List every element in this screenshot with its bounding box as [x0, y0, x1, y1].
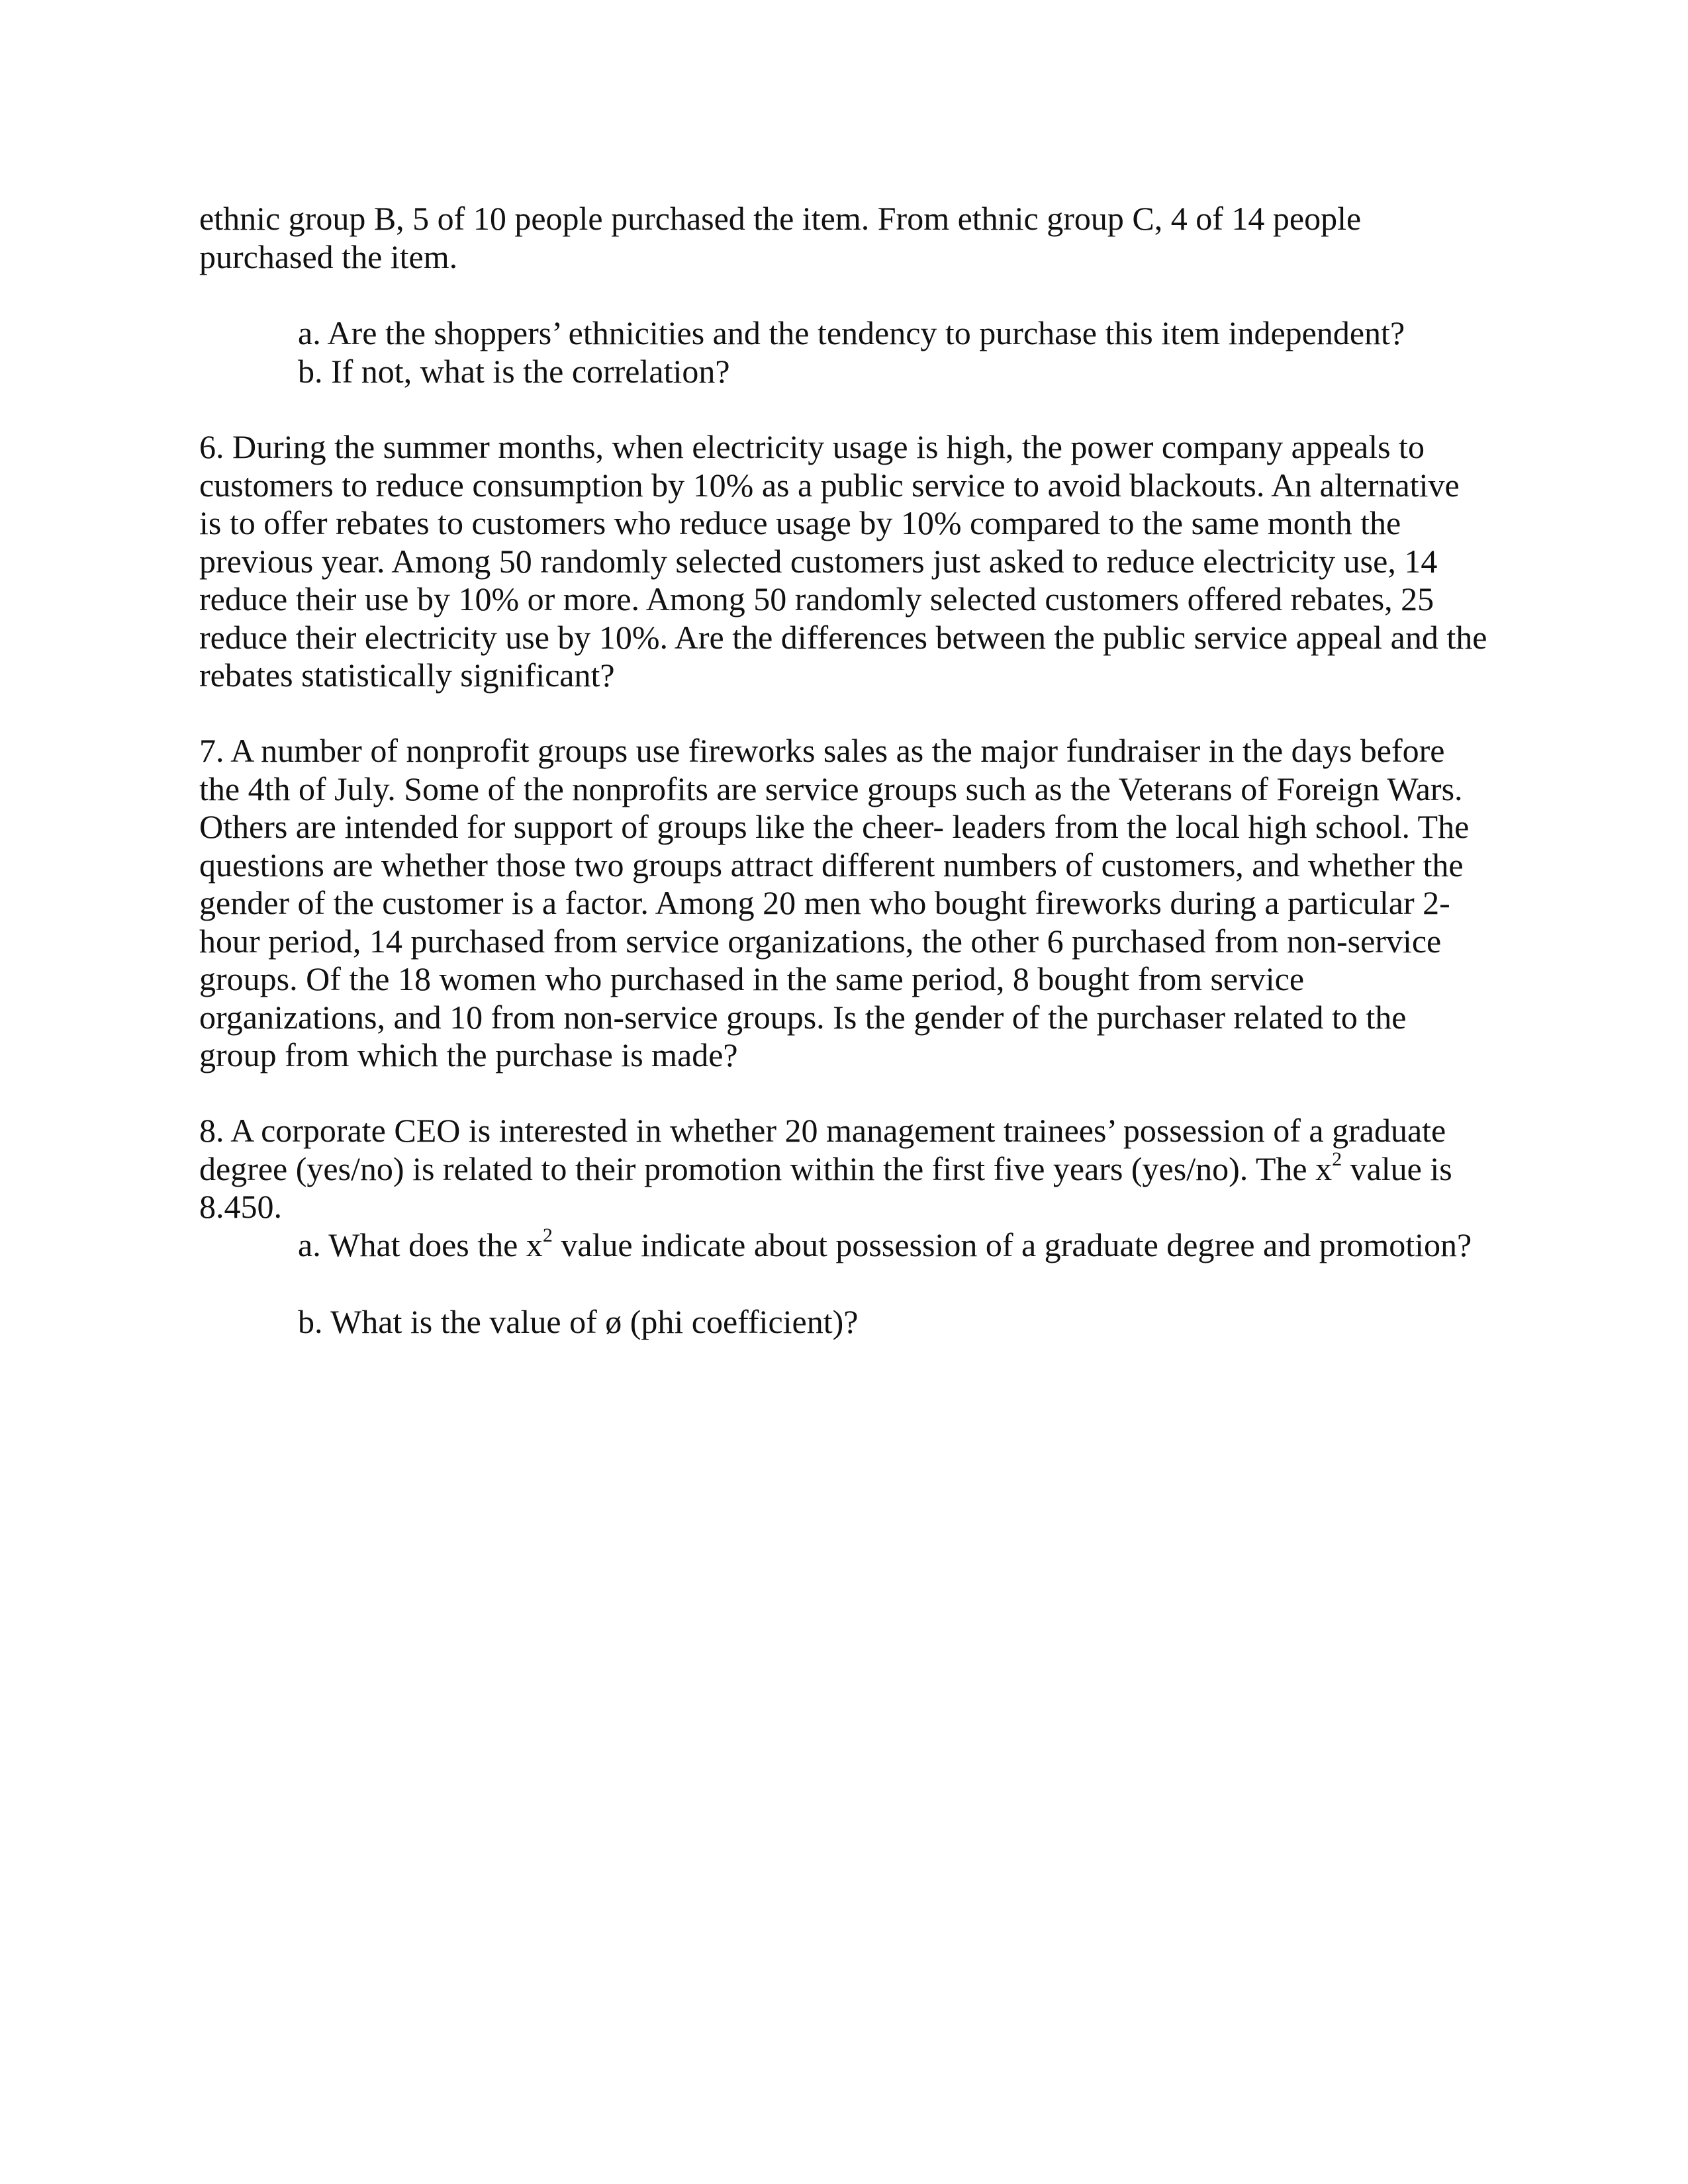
question-6 [199, 428, 1487, 695]
question-8a [298, 1226, 1472, 1265]
superscript: 2 [542, 1224, 553, 1246]
text-line: purchased the item. [199, 238, 458, 275]
question-7 [199, 732, 1469, 1075]
text-line: b. What is the value of ø (phi coefficient)? [298, 1303, 859, 1340]
text-segment: a. What does the x [298, 1226, 543, 1263]
text-line: 7. A number of nonprofit groups use fireworks sales as the major fundraiser in the days before [199, 732, 1445, 769]
text-line: gender of the customer is a factor. Among 20 men who bought fireworks during a particular 2- [199, 884, 1450, 921]
text-segment: value is [1342, 1150, 1452, 1187]
text-line: groups. Of the 18 women who purchased in the same period, 8 bought from service [199, 960, 1305, 997]
question-5b: b. If not, what is the correlation? [298, 352, 730, 390]
question-5-subparts [298, 314, 1405, 390]
text-segment: value indicate about possession of a graduate degree and promotion? [552, 1226, 1472, 1263]
text-segment: degree (yes/no) is related to their promotion within the first five years (yes/no). The x [199, 1150, 1333, 1187]
text-line: 8.450. [199, 1188, 282, 1225]
text-line: the 4th of July. Some of the nonprofits are service groups such as the Veterans of Foreign Wars. [199, 770, 1463, 807]
text-line: hour period, 14 purchased from service organizations, the other 6 purchased from non-service [199, 922, 1442, 960]
text-line: reduce their use by 10% or more. Among 50 randomly selected customers offered rebates, 25 [199, 580, 1434, 617]
text-line: rebates statistically significant? [199, 657, 615, 694]
question-8b [298, 1303, 858, 1342]
question-5-continuation [199, 200, 1361, 276]
text-line: ethnic group B, 5 of 10 people purchased the item. From ethnic group C, 4 of 14 people [199, 200, 1362, 237]
text-line: 8. A corporate CEO is interested in whether 20 management trainees’ possession of a graduate [199, 1112, 1446, 1149]
text-line: is to offer rebates to customers who reduce usage by 10% compared to the same month the [199, 504, 1401, 541]
text-line: Others are intended for support of groups like the cheer- leaders from the local high school. The [199, 808, 1470, 845]
text-line: reduce their electricity use by 10%. Are the differences between the public service appeal and the [199, 618, 1487, 656]
text-line: previous year. Among 50 randomly selected customers just asked to reduce electricity use, 14 [199, 542, 1438, 580]
text-line: 6. During the summer months, when electricity usage is high, the power company appeals to [199, 428, 1425, 465]
text-line: group from which the purchase is made? [199, 1036, 738, 1073]
text-line [199, 1150, 1452, 1189]
question-8 [199, 1112, 1452, 1226]
text-line: organizations, and 10 from non-service groups. Is the gender of the purchaser related to the [199, 998, 1407, 1036]
question-5a: a. Are the shoppers’ ethnicities and the tendency to purchase this item independent? [298, 314, 1405, 351]
text-line: customers to reduce consumption by 10% as a public service to avoid blackouts. An alternative [199, 466, 1460, 504]
text-line: questions are whether those two groups attract different numbers of customers, and whether the [199, 846, 1464, 884]
text-line [298, 1226, 1472, 1265]
superscript: 2 [1332, 1148, 1342, 1170]
